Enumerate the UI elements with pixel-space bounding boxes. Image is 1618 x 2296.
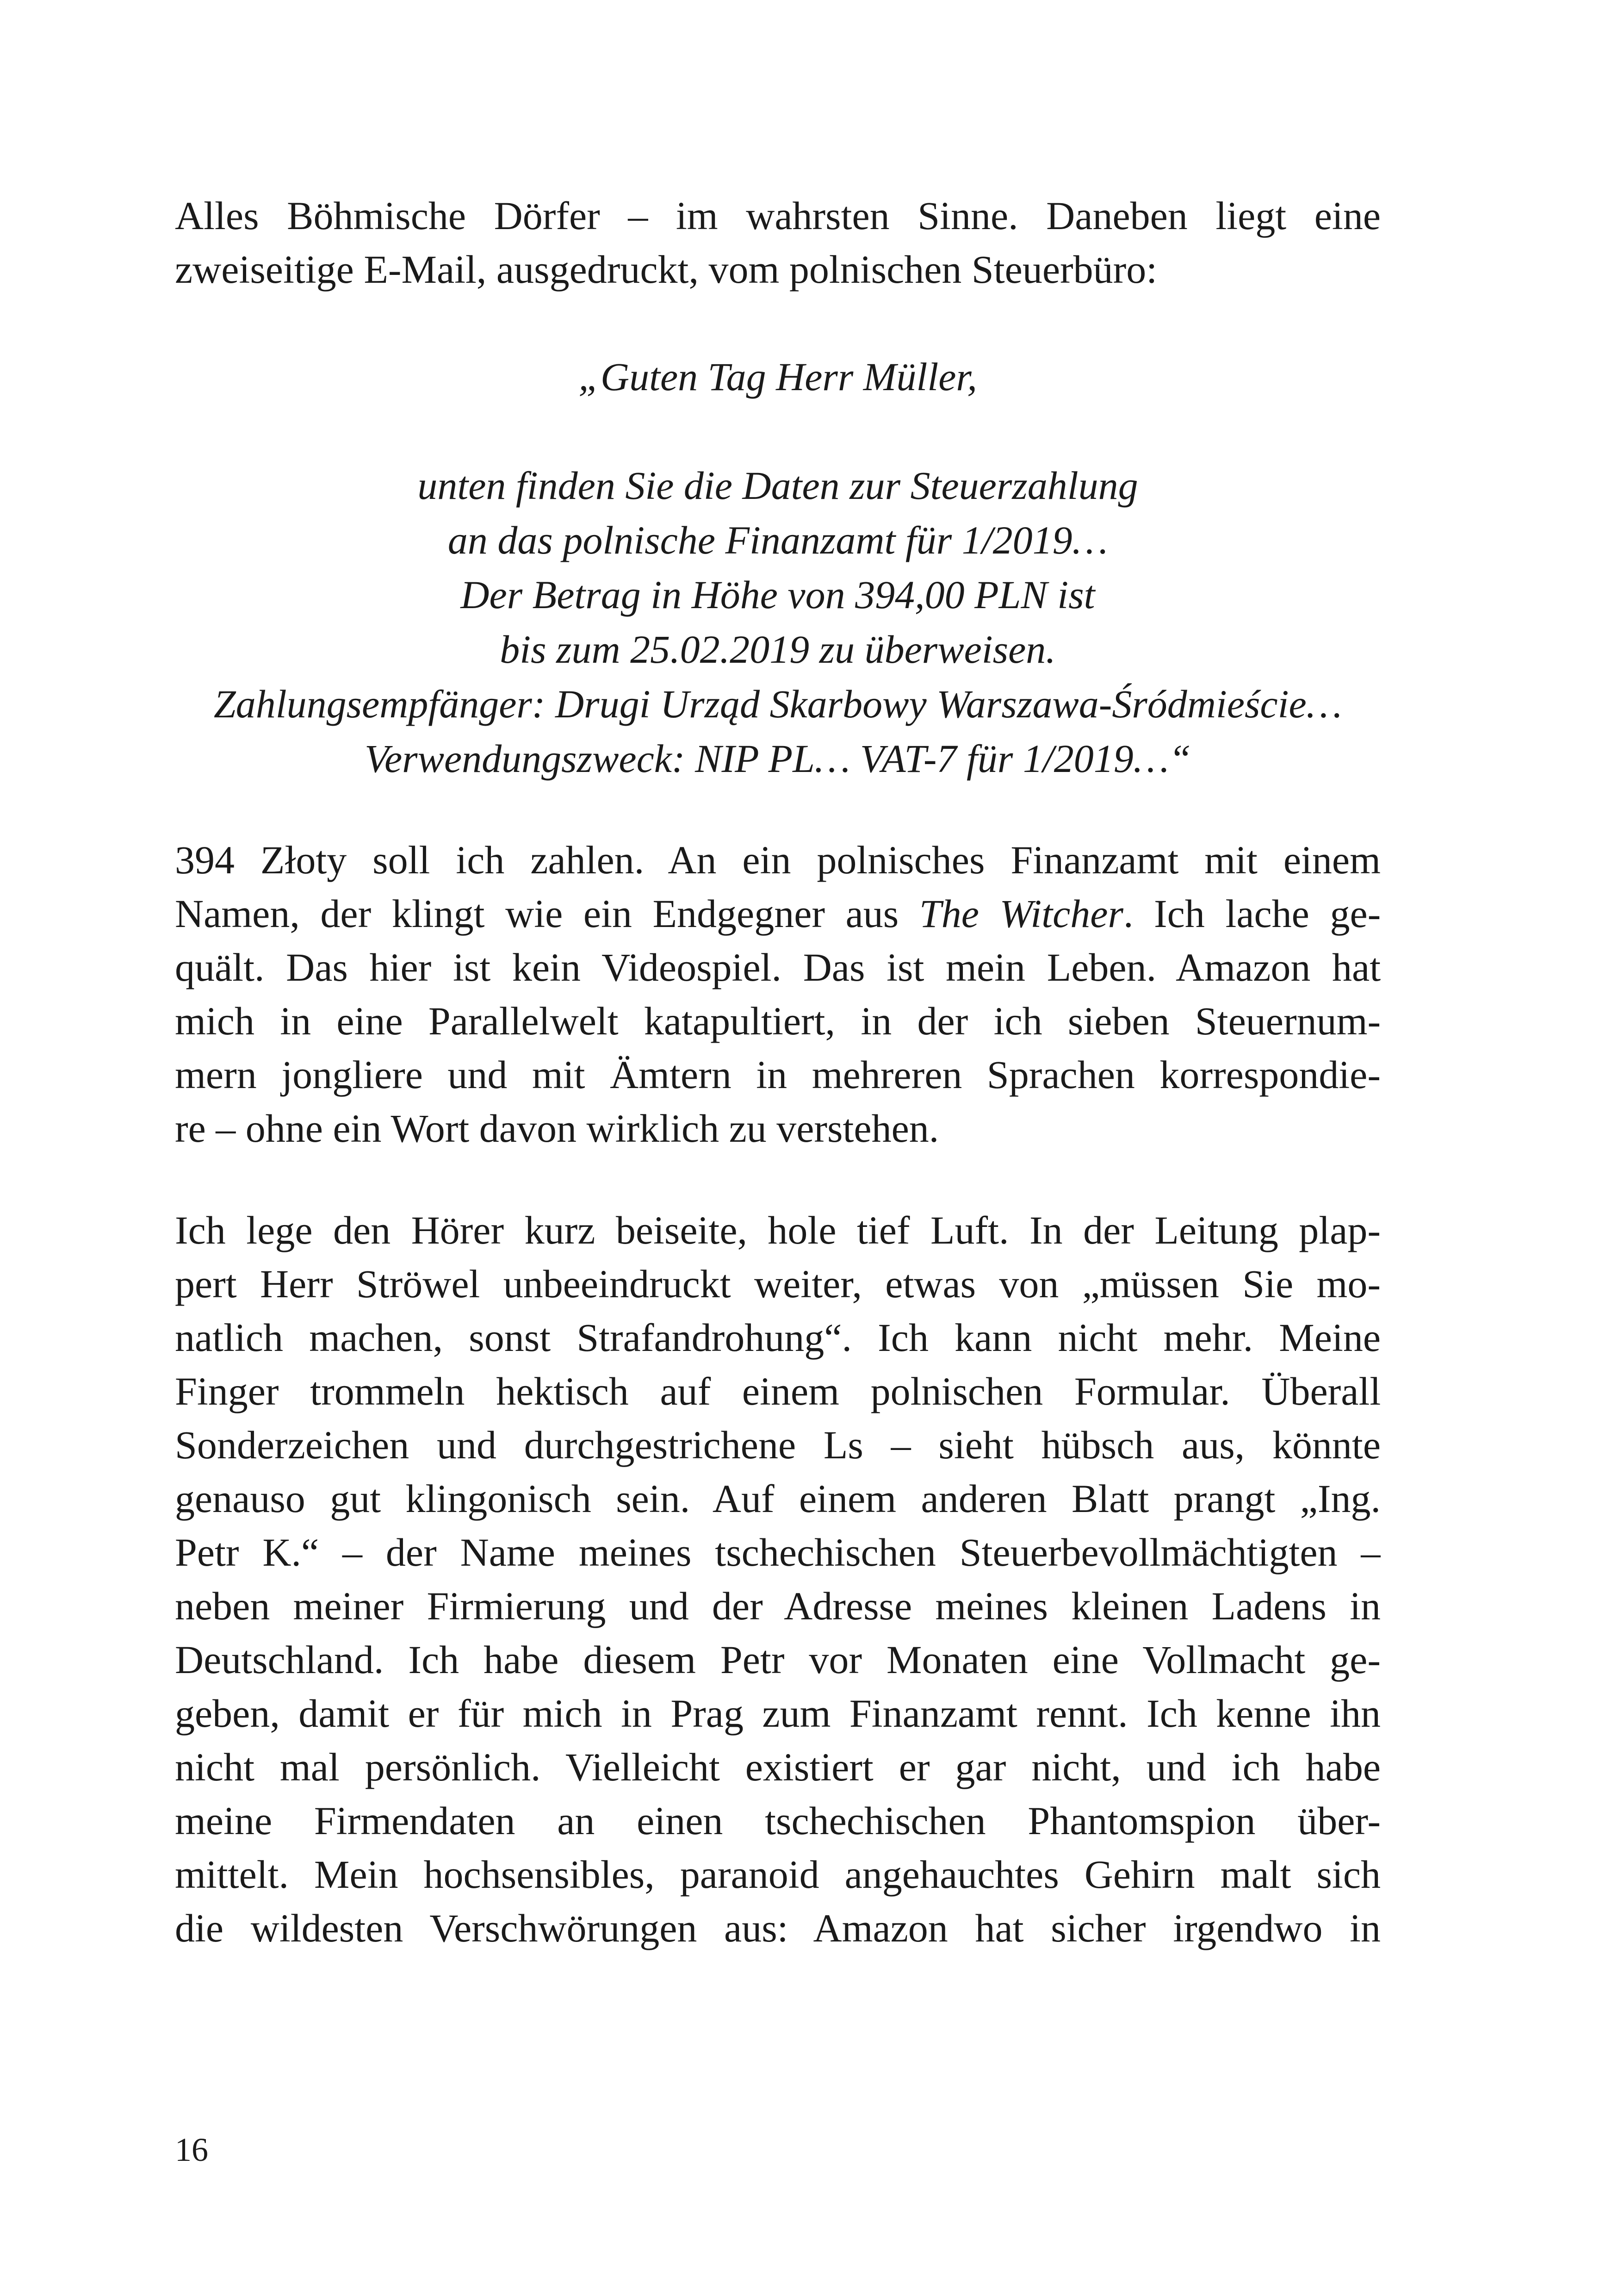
quote-line: bis zum 25.02.2019 zu überweisen.	[500, 627, 1056, 672]
text-line: Alles Böhmische Dörfer – im wahrsten Sinne. Daneben liegt eine	[175, 193, 1381, 238]
quoted-email	[175, 349, 1381, 404]
text-line: mich in eine Parallelwelt katapultiert, in der ich sieben Steuernum-	[175, 999, 1381, 1043]
text-line: meine Firmendaten an einen tschechischen Phantomspion über-	[175, 1798, 1381, 1843]
quoted-email-body	[175, 458, 1381, 786]
game-title: The Witcher	[919, 891, 1123, 936]
quote-greeting: „Guten Tag Herr Müller,	[578, 355, 977, 399]
text-line: neben meiner Firmierung und der Adresse meines kleinen Ladens in	[175, 1584, 1381, 1628]
text-line: mittelt. Mein hochsensibles, paranoid angehauchtes Gehirn malt sich	[175, 1852, 1381, 1897]
text-line: nicht mal persönlich. Vielleicht existiert er gar nicht, und ich habe	[175, 1745, 1381, 1789]
text-line	[175, 887, 1381, 940]
text-line: Sonderzeichen und durchgestrichene Ls – sieht hübsch aus, könnte	[175, 1423, 1381, 1467]
text-line: die wildesten Verschwörungen aus: Amazon hat sicher irgendwo in	[175, 1906, 1381, 1950]
paragraph-phone	[175, 1203, 1381, 1955]
text-line: geben, damit er für mich in Prag zum Finanzamt rennt. Ich kenne ihn	[175, 1691, 1381, 1736]
quote-line: Verwendungszweck: NIP PL… VAT-7 für 1/2019…“	[364, 736, 1191, 781]
quote-line: unten finden Sie die Daten zur Steuerzahlung	[417, 463, 1138, 508]
text-line: Petr K.“ – der Name meines tschechischen Steuerbevollmächtigten –	[175, 1530, 1381, 1574]
text-fragment: . Ich lache ge-	[1123, 891, 1381, 936]
text-line: pert Herr Ströwel unbeeindruckt weiter, etwas von „müssen Sie mo-	[175, 1262, 1381, 1306]
text-line: Ich lege den Hörer kurz beiseite, hole tief Luft. In der Leitung plap-	[175, 1208, 1381, 1252]
text-line: Deutschland. Ich habe diesem Petr vor Monaten eine Vollmacht ge-	[175, 1637, 1381, 1682]
text-line: natlich machen, sonst Strafandrohung“. Ich kann nicht mehr. Meine	[175, 1315, 1381, 1360]
text-line: re – ohne ein Wort davon wirklich zu verstehen.	[175, 1106, 939, 1151]
page-number: 16	[175, 2131, 208, 2168]
quote-line: an das polnische Finanzamt für 1/2019…	[447, 518, 1108, 562]
text-line: genauso gut klingonisch sein. Auf einem anderen Blatt prangt „Ing.	[175, 1476, 1381, 1521]
text-line: zweiseitige E-Mail, ausgedruckt, vom polnischen Steuerbüro:	[175, 247, 1158, 292]
text-fragment: Namen, der klingt wie ein Endgegner aus	[175, 891, 919, 936]
text-line: 394 Złoty soll ich zahlen. An ein polnisches Finanzamt mit einem	[175, 838, 1381, 882]
text-line: Finger trommeln hektisch auf einem polnischen Formular. Überall	[175, 1369, 1381, 1413]
paragraph-intro	[175, 189, 1381, 296]
text-line: mern jongliere und mit Ämtern in mehreren Sprachen korrespondie-	[175, 1052, 1381, 1097]
paragraph-zloty	[175, 833, 1381, 1155]
text-line: quält. Das hier ist kein Videospiel. Das ist mein Leben. Amazon hat	[175, 945, 1381, 989]
quote-line: Zahlungsempfänger: Drugi Urząd Skarbowy Warszawa-Śródmieście…	[213, 682, 1342, 726]
quote-line: Der Betrag in Höhe von 394,00 PLN ist	[460, 572, 1095, 617]
